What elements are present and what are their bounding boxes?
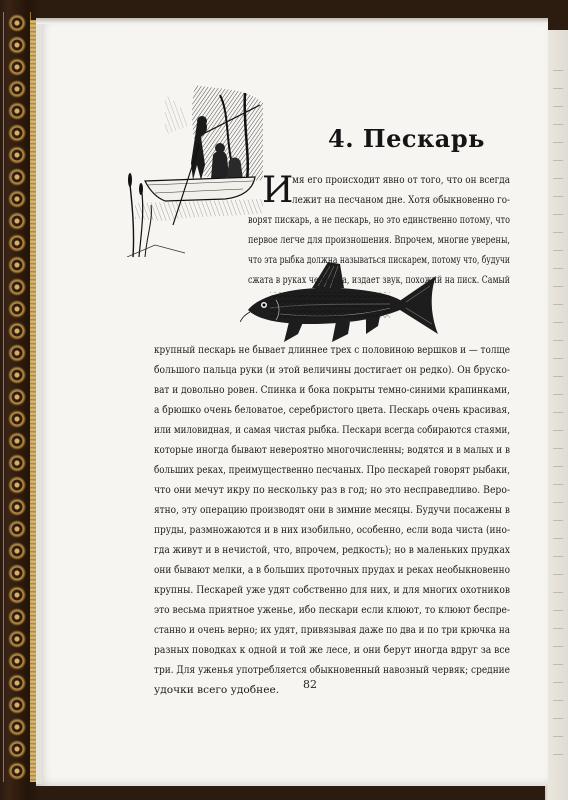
page-number: 82 — [303, 678, 317, 691]
text-line: крупны. Пескарей уже удят собственно для них, и для многих охотников — [154, 584, 510, 596]
text-line: ворят пискарь, а не пескарь, но это единственно потому, что — [248, 214, 510, 226]
text-line: сжата в руках человека, издает звук, похожий на писк. Самый — [248, 274, 510, 286]
text-line: станно и очень верно; их удят, привязывая даже по два и по три крючка на — [154, 624, 510, 636]
body-paragraph — [154, 340, 510, 700]
text-line: разных поводках к одной и той же лесе, и они берут иногда вдруг за все — [154, 644, 510, 656]
text-line: больших реках, преимущественно песчаных. Про пескарей говорят рыбаки, — [154, 464, 510, 476]
text-line: ятно, эту операцию производят они в зимние месяцы. Будучи посажены в — [154, 504, 510, 516]
drop-cap-letter: И — [262, 170, 294, 211]
text-line: лежит на песчаном дне. Хотя обыкновенно го- — [292, 194, 510, 206]
next-page-text-edge — [553, 70, 563, 770]
text-line: это весьма приятное уженье, ибо пескари если клюют, то клюют беспре- — [154, 604, 510, 616]
chapter-title: 4. Пескарь — [328, 124, 485, 153]
text-line: они бывают мелки, а в больших проточных прудах и реках необыкновенно — [154, 564, 510, 576]
page-top-shadow — [36, 18, 548, 24]
text-line: гда живут и в нечистой, что, впрочем, редкость); но в маленьких прудках — [154, 544, 510, 556]
text-line: крупный пескарь не бывает длиннее трех с половиною вершков и — толще — [154, 344, 510, 356]
ornamental-border — [3, 12, 31, 782]
text-line: три. Для уженья употребляется обыкновенный навозный червяк; средние — [154, 664, 510, 676]
text-line: что они мечут икру по нескольку раз в год; но это несправедливо. Веро- — [154, 484, 510, 496]
fishermen-vignette-illustration — [125, 85, 265, 257]
text-line: что эта рыбка должна называться пискарем, потому что, будучи — [248, 254, 510, 266]
text-line: а брюшко очень беловатое, серебристого цвета. Пескарь очень красивая, — [154, 404, 510, 416]
text-line: которые иногда бывают невероятно многочисленны; водятся и в малых и в — [154, 444, 510, 456]
text-line: ват и довольно ровен. Спинка и бока покрыты темно-синими крапинками, — [154, 384, 510, 396]
intro-paragraph — [248, 170, 510, 290]
text-line: или миловидная, и самая чистая рыбка. Пескари всегда собираются стаями, — [154, 424, 510, 436]
page-stack-edge — [36, 20, 42, 784]
text-line: большого пальца руки (и этой величины достигает он редко). Он бруско- — [154, 364, 510, 376]
text-line: удочки всего удобнее. — [154, 684, 280, 696]
text-line: пруды, размножаются и в них изобильно, особенно, если вода чиста (ино- — [154, 524, 510, 536]
text-line: первое легче для произношения. Впрочем, многие уверены, — [248, 234, 510, 246]
text-line: мя его происходит явно от того, что он всегда — [292, 174, 510, 186]
